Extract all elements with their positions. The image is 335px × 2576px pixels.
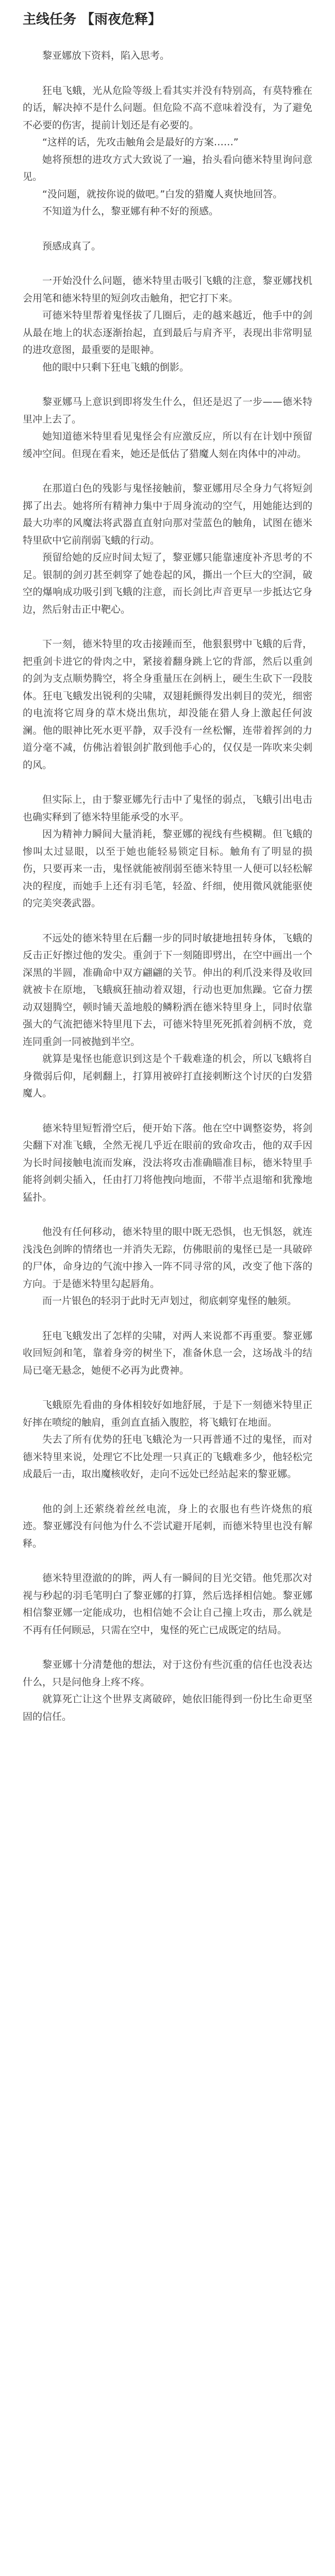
article-body [23,47,312,1725]
paragraph: 不远处的德米特里在后翻一步的同时敏捷地扭转身体，飞蛾的反击正好擦过他的发尖。重剑于下一刻随即劈出，在空中画出一个深黑的半圆，准确命中双方翩翩的关节。伸出的利爪没来得及收回就被卡在原地，飞蛾疯狂抽动着双翅，行动也更加焦躁。它奋力摆动双翅腾空，顿时铺天盖地般的鳞粉洒在德米特里身上，同时依靠强大的气流把德米特里甩下去，可德米特里死死抓着剑柄不放，竟连同重剑一同被抛到半空。 [23,932,312,1047]
paragraph-gap [23,65,312,82]
paragraph-gap [23,618,312,636]
paragraph: 一开始没什么问题，德米特里击吸引飞蛾的注意，黎亚娜找机会用笔和德米特里的短剑攻击触角，把它打下来。 [23,275,312,304]
paragraph: 可德米特里帮着鬼怪拔了几圈后，走的越来越近，他手中的剑从最在地上的状态逐渐抬起，直到最后与肩齐平，表现出非常明显的进攻意图，最重要的是眼神。 [23,310,312,355]
paragraph: 就算死亡让这个世界支离破碎，她依旧能得到一份比生命更坚固的信任。 [23,1693,312,1722]
paragraph: 他的剑上还萦绕着丝丝电流，身上的衣服也有些许烧焦的痕迹。黎亚娜没有问他为什么不尝试避开尾刺，而德米特里也没有解释。 [23,1503,312,1549]
paragraph: 他没有任何移动，德米特里的眼中既无恐惧，也无惧怒，就连浅浅色剑眸的情绪也一并消失无踪，仿佛眼前的鬼怪已是一具破碎的尸体，命身边的气流中掺入一阵不同寻常的风，改变了他下落的方向。于是德米特里勾起唇角。 [23,1226,312,1290]
paragraph: 她知道德米特里看见鬼怪会有应激反应，所以有在计划中预留缓冲空间。但现在看来，她还是低估了猎魔人刻在肉体中的冲动。 [23,431,312,460]
paragraph: 飞蛾原先看曲的身体相较好如地舒展，于是下一刻德米特里正好摔在喷绽的触肩，重剑直直插入腹腔，将飞蛾钉在地面。 [23,1399,312,1428]
paragraph: 她将预想的进攻方式大致说了一遍，抬头看向德米特里询问意见。 [23,154,312,182]
paragraph: “没问题，就按你说的做吧。”白发的猎魔人爽快地回答。 [42,188,283,200]
paragraph-gap [23,255,312,273]
paragraph: 德米特里短暂滑空后，便开始下落。他在空中调整姿势，将剑尖翻下对准飞蛾，全然无视几乎近在眼前的致命攻击，他的双手因为长时间接触电流而发麻，没法将攻击准确瞄准目标，德米特里手能将剑刺尖插入，任由打刀将他拽向地面，不带半点退缩和犹豫地猛扑。 [23,1122,312,1203]
paragraph: “这样的话，先攻击触角会是最好的方案……” [42,137,239,148]
paragraph: 失去了所有优势的狂电飞蛾沦为一只再普通不过的鬼怪，而对德米特里来说，处理它不比处理一只真正的飞蛾难多少，他轻松完成最后一击，取出魔核收好，走向不远处已经站起来的黎亚娜。 [23,1434,312,1480]
paragraph: 就算是鬼怪也能意识到这是个千载难逢的机会，所以飞蛾将自身微弱后仰，尾刺翻上，打算用被碎打直接刺断这个讨厌的白发猎魔人。 [23,1053,312,1099]
paragraph: 黎亚娜马上意识到即将发生什么，但还是迟了一步——德米特里冲上去了。 [23,396,312,425]
paragraph-gap [23,912,312,930]
paragraph: 下一刻，德米特里的攻击接踵而至，他狠狠劈中飞蛾的后背，把重剑卡进它的骨肉之中，紧接着翻身跳上它的背部，然后以重剑的剑为支点顺势腾空，将全身重量压在剑柄上，硬生生砍下一段肢体。狂电飞蛾发出锐利的尖啸，双翅耗颤得发出刺目的荧光，细密的电流将它周身的草木烧出焦坑，却没能在猎人身上激起任何波澜。他的眼神比死水更平静，双手没有一丝松懈，连带着挥剑的力道分毫不减，仿佛沾着银剑扩散到他手心的，仅仅是一阵吹来尖刺的风。 [23,638,312,771]
paragraph: 德米特里澄澈的的眸，两人有一瞬间的目光交错。他凭那次对视与秒起的羽毛笔明白了黎亚娜的打算，然后选择相信她。黎亚娜相信黎亚娜一定能成功，也相信她不会让自己撞上攻击，那么就是不再有任何顾忌，只需在空中，鬼怪的死亡已成既定的结局。 [23,1572,312,1636]
paragraph-gap [23,1483,312,1501]
paragraph-gap [23,463,312,480]
paragraph-gap [23,376,312,394]
paragraph: 在那道白色的残影与鬼怪接触前，黎亚娜用尽全身力气将短剑掷了出去。她将所有精神力集中于周身流动的空气，用她能达到的最大功率的风魔法将武器直直射向那对莹蓝色的触角，试图在德米特里砍中它前削弱飞蛾的行动。 [23,483,312,546]
paragraph-gap [23,1639,312,1656]
paragraph: 不知道为什么，黎亚娜有种不好的预感。 [42,206,219,217]
paragraph: 预留给她的反应时间太短了，黎亚娜只能靠速度补齐思考的不足。银制的剑刃甚至刺穿了她卷起的风，撕出一个巨大的空洞，破空的爆响成功吸引到飞蛾的注意，而长剑比声音更早一步抵达它身边，然后射击正中靶心。 [23,552,312,615]
paragraph: 而一片银色的轻羽于此时无声划过，彻底刺穿鬼怪的触须。 [42,1295,297,1307]
paragraph-gap [23,221,312,238]
paragraph: 因为精神力瞬间大量消耗，黎亚娜的视线有些模糊。但飞蛾的惨叫太过显眼，以至于她也能轻易锁定目标。触角有了明显的损伤，只要再来一击，鬼怪就能被削弱至德米特里一人便可以轻松解决的程度，而她手上还有羽毛笔，轻盈、纤细，使用微风就能驱使的完美突袭武器。 [23,828,312,909]
paragraph: 狂电飞蛾发出了怎样的尖啸，对两人来说都不再重要。黎亚娜收回短剑和笔，靠着身旁的树坐下，准备休息一会，这场战斗的结局已毫无悬念，她便不必再为此费神。 [23,1330,312,1376]
paragraph: 预感成真了。 [42,240,102,252]
paragraph-gap [23,1206,312,1224]
paragraph: 狂电飞蛾，光从危险等级上看其实并没有特别高，有莫特雅在的话，解决掉不是什么问题。但危险不高不意味着没有，为了避免不必要的伤害，提前计划还是有必要的。 [23,84,312,131]
page-title: 主线任务 【雨夜危释】 [23,12,162,27]
paragraph-gap [23,1103,312,1120]
paragraph-gap [23,1379,312,1397]
paragraph-gap [23,774,312,791]
paragraph: 黎亚娜放下资料，陷入思考。 [42,50,170,61]
paragraph: 但实际上，由于黎亚娜先行击中了鬼怪的弱点，飞蛾引出电击也确实释到了德米特里能承受的水平。 [23,794,312,823]
paragraph-gap [23,1552,312,1570]
paragraph: 他的眼中只剩下狂电飞蛾的倒影。 [42,361,190,373]
paragraph-gap [23,1310,312,1328]
paragraph: 黎亚娜十分清楚他的想法，对于这份有些沉重的信任也没表达什么，只是问他身上疼不疼。 [23,1659,312,1688]
